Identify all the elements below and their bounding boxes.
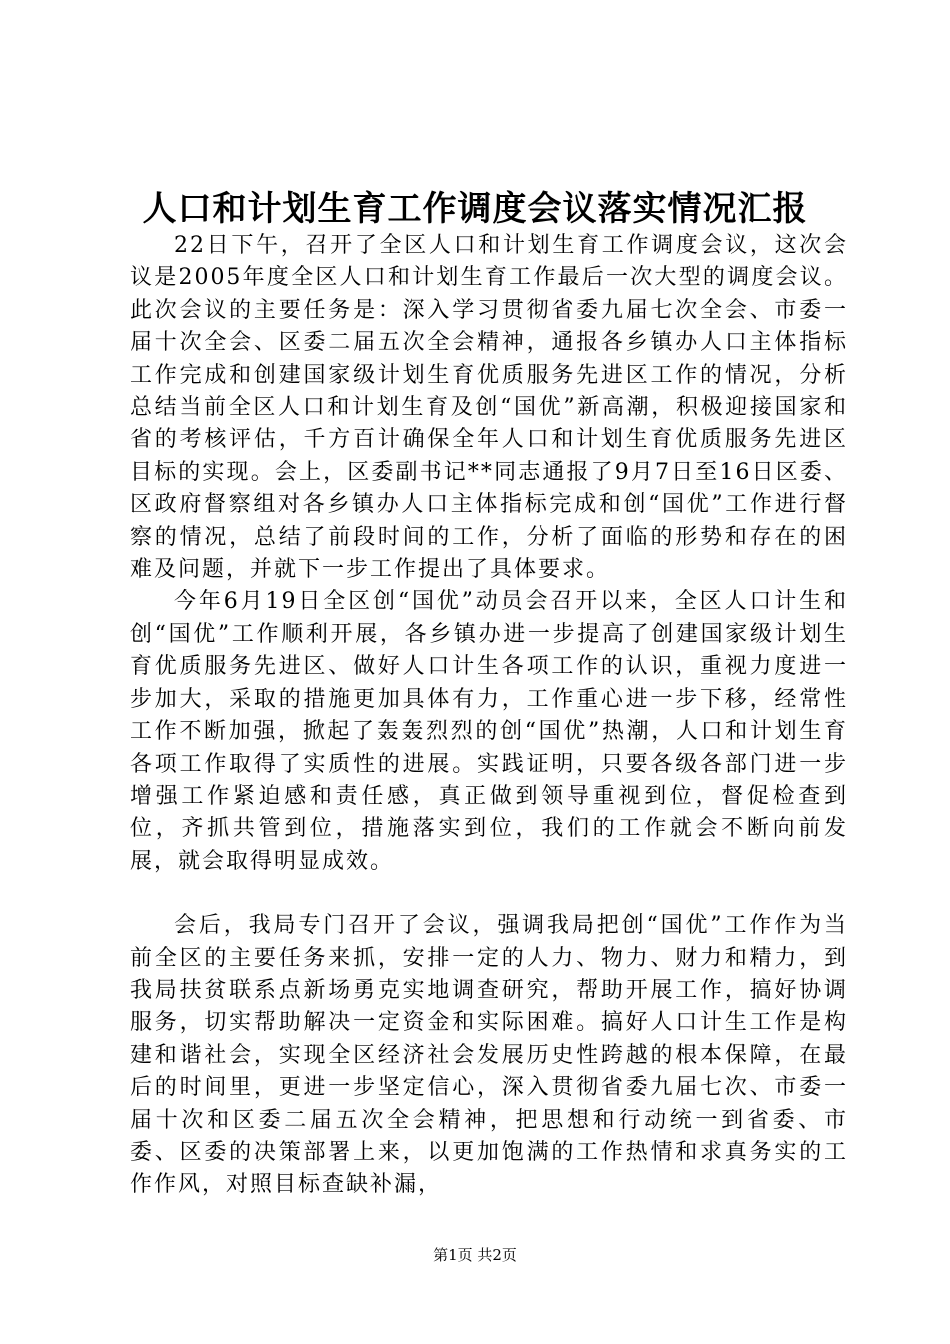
paragraph-follow-up: 会后，我局专门召开了会议，强调我局把创“国优”工作作为当前全区的主要任务来抓，安排一定的人力、物力、财力和精力，到我局扶贫联系点新场勇克实地调查研究，帮助开展工作，搞好协调服务，切实帮助解决一定资金和实际困难。搞好人口计生工作是构建和谐社会，实现全区经济社会发展历史性跨越的根本保障，在最后的时间里，更进一步坚定信心，深入贯彻省委九届七次、市委一届十次和区委二届五次全会精神，把思想和行动统一到省委、市委、区委的决策部署上来，以更加饱满的工作热情和求真务实的工作作风，对照目标查缺补漏， — [130, 913, 848, 1198]
paragraph-progress: 今年6月19日全区创“国优”动员会召开以来，全区人口计生和创“国优”工作顺利开展，各乡镇办进一步提高了创建国家级计划生育优质服务先进区、做好人口计生各项工作的认识，重视力度进一步加大，采取的措施更加具体有力，工作重心进一步下移，经常性工作不断加强，掀起了轰轰烈烈的创“国优”热潮，人口和计划生育各项工作取得了实质性的进展。实践证明，只要各级各部门进一步增强工作紧迫感和责任感，真正做到领导重视到位，督促检查到位，齐抓共管到位，措施落实到位，我们的工作就会不断向前发展，就会取得明显成效。 — [130, 589, 848, 874]
paragraph-spacer — [130, 878, 848, 910]
page-number-footer: 第1页 共2页 — [433, 1246, 517, 1264]
document-body — [130, 230, 848, 1202]
document-title: 人口和计划生育工作调度会议落实情况汇报 — [142, 189, 808, 229]
paragraph-meeting-summary: 22日下午，召开了全区人口和计划生育工作调度会议，这次会议是2005年度全区人口和计划生育工作最后一次大型的调度会议。此次会议的主要任务是：深入学习贯彻省委九届七次全会、市委一届十次全会、区委二届五次全会精神，通报各乡镇办人口主体指标工作完成和创建国家级计划生育优质服务先进区工作的情况，分析总结当前全区人口和计划生育及创“国优”新高潮，积极迎接国家和省的考核评估，千方百计确保全年人口和计划生育优质服务先进区目标的实现。会上，区委副书记**同志通报了9月7日至16日区委、区政府督察组对各乡镇办人口主体指标完成和创“国优”工作进行督察的情况，总结了前段时间的工作，分析了面临的形势和存在的困难及问题，并就下一步工作提出了具体要求。 — [130, 233, 848, 583]
